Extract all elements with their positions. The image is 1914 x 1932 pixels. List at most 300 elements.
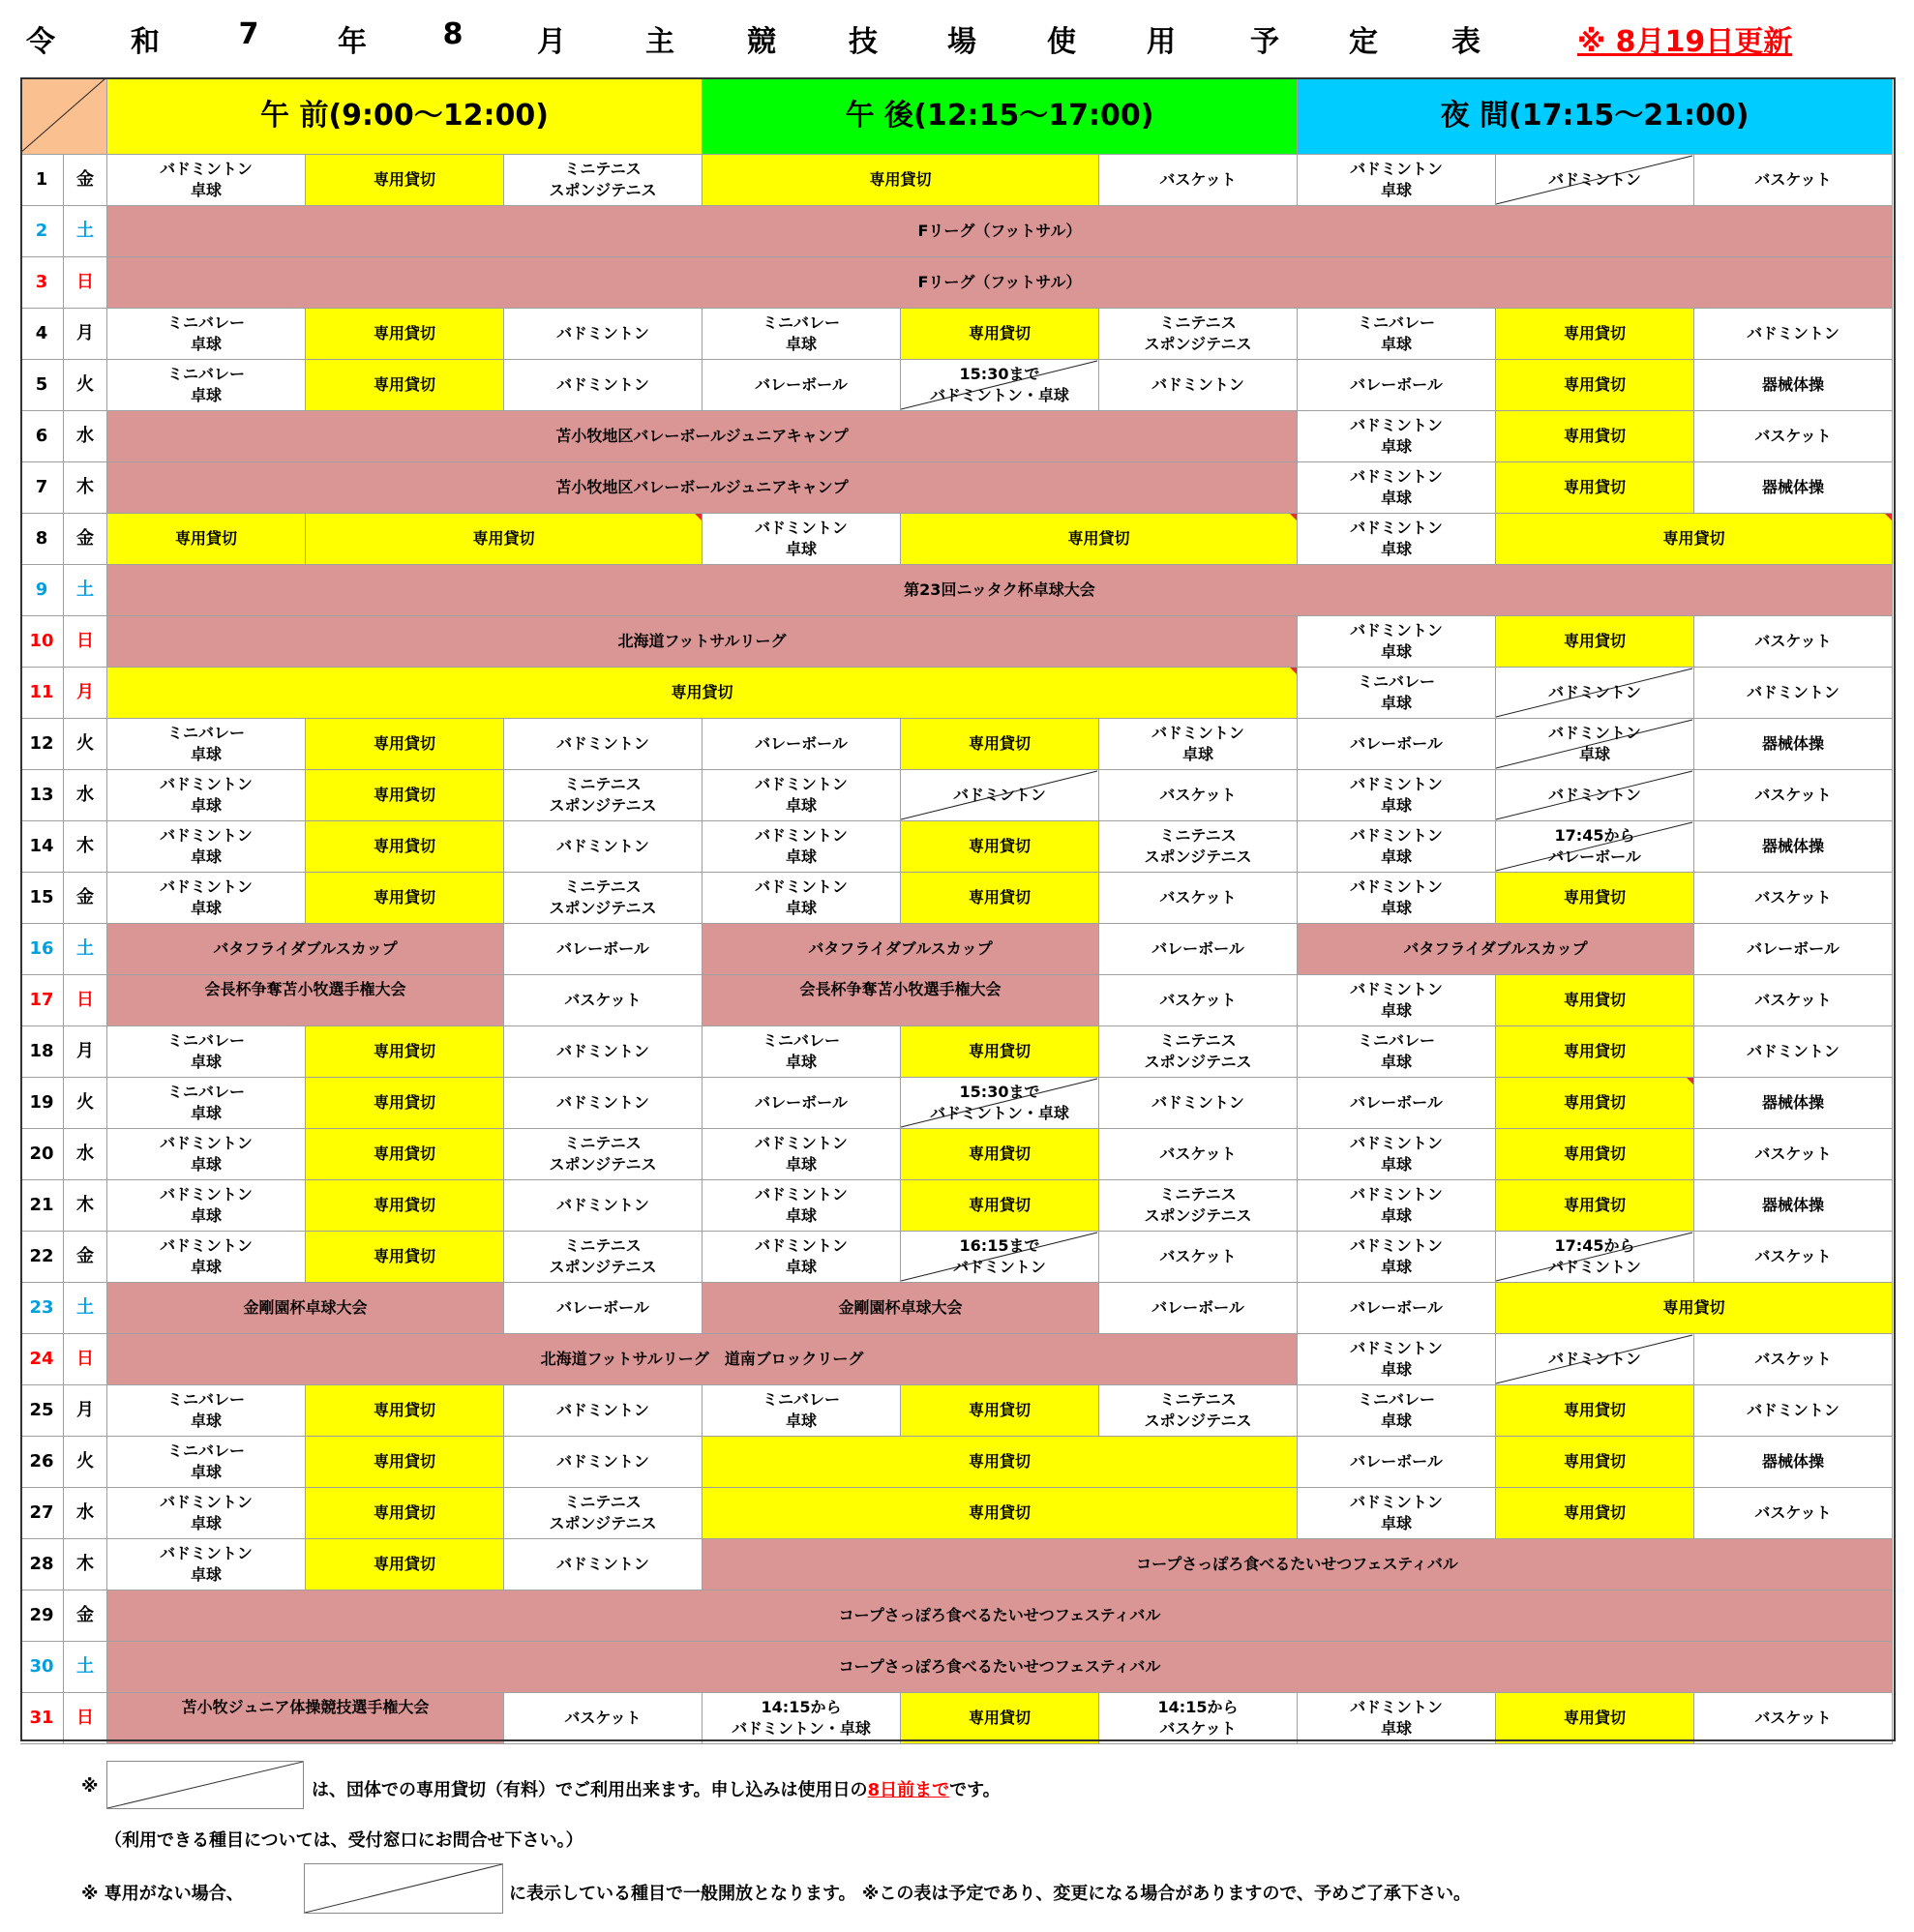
activity-cell bbox=[1099, 821, 1298, 873]
activity-cell bbox=[107, 1180, 306, 1232]
cell-text: 専用貸切 bbox=[373, 1452, 435, 1471]
cell-text: 専用貸切 bbox=[1563, 1452, 1626, 1471]
activity-cell bbox=[703, 719, 901, 770]
cell-text: 卓球 bbox=[190, 1412, 222, 1430]
cell-text: バドミントン bbox=[556, 734, 649, 753]
day-number bbox=[20, 770, 64, 821]
cell-text: スポンジテニス bbox=[1144, 1412, 1252, 1430]
weekday-text: 金 bbox=[76, 1246, 94, 1266]
weekday bbox=[64, 1180, 107, 1232]
cell-text: 卓球 bbox=[1380, 540, 1412, 558]
activity-cell bbox=[1496, 1232, 1694, 1283]
cell-text: 16:15まで bbox=[959, 1236, 1040, 1255]
day-number-text: 2 bbox=[35, 221, 48, 241]
cell-text: バスケット bbox=[1754, 1144, 1832, 1163]
activity-cell bbox=[1298, 1488, 1496, 1539]
day-number-text: 12 bbox=[29, 733, 54, 754]
title-char: 令 bbox=[26, 25, 55, 59]
day-number-text: 22 bbox=[29, 1246, 54, 1266]
reserved-cell bbox=[1496, 1129, 1694, 1180]
cell-text: バドミントン bbox=[1747, 683, 1839, 701]
cell-text: 14:15から bbox=[761, 1698, 842, 1716]
activity-cell bbox=[1099, 873, 1298, 924]
cell-text: 卓球 bbox=[785, 1155, 817, 1174]
cell-text: 卓球 bbox=[1380, 1258, 1412, 1276]
comment-marker-icon bbox=[1290, 514, 1297, 520]
cell-text: バスケット bbox=[564, 1709, 642, 1727]
cell-text: 卓球 bbox=[1380, 694, 1412, 712]
weekday-text: 金 bbox=[76, 528, 94, 549]
cell-text: バスケット bbox=[1159, 888, 1237, 907]
activity-cell bbox=[107, 155, 306, 206]
cell-text: 卓球 bbox=[1380, 1360, 1412, 1379]
activity-cell bbox=[1694, 1437, 1893, 1488]
day-number bbox=[20, 206, 64, 257]
activity-cell bbox=[504, 360, 703, 411]
activity-cell bbox=[1298, 360, 1496, 411]
reserved-cell bbox=[306, 1129, 504, 1180]
activity-cell bbox=[504, 309, 703, 360]
cell-text: バスケット bbox=[1754, 427, 1832, 445]
activity-cell bbox=[107, 1385, 306, 1437]
cell-text: 専用貸切 bbox=[968, 1401, 1031, 1419]
day-number bbox=[20, 924, 64, 975]
cell-text: ミニバレー bbox=[1357, 672, 1435, 691]
cell-text: バスケット bbox=[1754, 786, 1832, 804]
weekday-text: 日 bbox=[76, 272, 94, 292]
weekday bbox=[64, 719, 107, 770]
weekday bbox=[64, 309, 107, 360]
activity-cell bbox=[107, 770, 306, 821]
weekday-text: 火 bbox=[76, 733, 94, 754]
activity-cell bbox=[1298, 309, 1496, 360]
note-line-3-end: に表示している種目で一般開放となります。 ※この表は予定であり、変更になる場合がありますので、予めご了承下さい。 bbox=[509, 1884, 1471, 1904]
activity-cell bbox=[901, 360, 1099, 411]
cell-text: バレーボール bbox=[1350, 1298, 1443, 1317]
cell-text: バドミントン bbox=[556, 1196, 649, 1214]
cell-text: スポンジテニス bbox=[549, 796, 657, 815]
cell-text: 卓球 bbox=[190, 335, 222, 353]
cell-text: 専用貸切 bbox=[373, 1042, 435, 1060]
cell-text: バドミントン bbox=[1151, 375, 1244, 394]
title-char: 8 bbox=[442, 17, 464, 51]
weekday-text: 土 bbox=[76, 221, 94, 241]
header-label: 午 前(9:00～12:00) bbox=[260, 98, 549, 133]
day-number bbox=[20, 821, 64, 873]
cell-text: バドミントン bbox=[755, 1134, 848, 1152]
weekday bbox=[64, 821, 107, 873]
activity-cell bbox=[1298, 668, 1496, 719]
reserved-cell bbox=[1496, 1078, 1694, 1129]
cell-text: 北海道フットサルリーグ bbox=[617, 632, 787, 650]
reserved-cell bbox=[306, 719, 504, 770]
cell-text: 卓球 bbox=[785, 1206, 817, 1225]
activity-cell bbox=[1694, 1129, 1893, 1180]
reserved-cell bbox=[306, 1232, 504, 1283]
day-number bbox=[20, 616, 64, 668]
activity-cell bbox=[1099, 155, 1298, 206]
legend-plain-box bbox=[304, 1863, 503, 1914]
day-number-text: 6 bbox=[35, 426, 48, 446]
cell-text: 金剛園杯卓球大会 bbox=[243, 1298, 368, 1317]
comment-marker-icon bbox=[695, 514, 702, 520]
weekday-text: 金 bbox=[76, 1605, 94, 1625]
weekday bbox=[64, 565, 107, 616]
event-cell bbox=[107, 411, 1298, 462]
cell-text: ミニバレー bbox=[166, 724, 245, 742]
cell-text: バスケット bbox=[1159, 991, 1237, 1009]
title-char: 7 bbox=[238, 17, 259, 51]
cell-text: 専用貸切 bbox=[174, 529, 237, 548]
activity-cell bbox=[1298, 1180, 1496, 1232]
activity-cell bbox=[1298, 411, 1496, 462]
weekday bbox=[64, 1385, 107, 1437]
cell-text: バドミントン bbox=[160, 826, 253, 845]
cell-text: 卓球 bbox=[190, 1206, 222, 1225]
day-number-text: 18 bbox=[29, 1041, 54, 1061]
activity-cell bbox=[1298, 1283, 1496, 1334]
cell-text: バレーボール bbox=[755, 375, 848, 394]
reserved-cell bbox=[901, 719, 1099, 770]
weekday-text: 月 bbox=[76, 1041, 94, 1061]
cell-text: バドミントン bbox=[1350, 1493, 1443, 1511]
day-number-text: 15 bbox=[29, 887, 54, 907]
weekday bbox=[64, 873, 107, 924]
weekday-text: 水 bbox=[76, 426, 94, 446]
cell-text: スポンジテニス bbox=[549, 1514, 657, 1532]
cell-text: ミニバレー bbox=[166, 365, 245, 383]
reserved-cell bbox=[1496, 462, 1694, 514]
reserved-cell bbox=[1496, 1180, 1694, 1232]
cell-text: ミニテニス bbox=[1159, 313, 1237, 332]
reserved-cell bbox=[306, 1539, 504, 1590]
cell-text: バレーボール bbox=[1151, 1298, 1244, 1317]
cell-text: 専用貸切 bbox=[968, 1709, 1031, 1727]
cell-text: 専用貸切 bbox=[1662, 529, 1725, 548]
cell-text: Fリーグ（フットサル） bbox=[917, 273, 1082, 291]
activity-cell bbox=[1099, 975, 1298, 1026]
activity-cell bbox=[1298, 155, 1496, 206]
weekday bbox=[64, 462, 107, 514]
cell-text: バドミントン bbox=[556, 1452, 649, 1471]
cell-text: 卓球 bbox=[1380, 1001, 1412, 1020]
cell-text: 卓球 bbox=[190, 1155, 222, 1174]
reserved-cell bbox=[306, 155, 504, 206]
day-number bbox=[20, 309, 64, 360]
header-label: 午 後(12:15～17:00) bbox=[845, 98, 1154, 133]
day-number bbox=[20, 719, 64, 770]
day-number-text: 20 bbox=[29, 1144, 54, 1164]
cell-text: バタフライダブルスカップ bbox=[808, 939, 993, 958]
cell-text: バドミントン bbox=[160, 775, 253, 793]
cell-text: 苫小牧地区バレーボールジュニアキャンプ bbox=[555, 427, 849, 445]
day-number bbox=[20, 411, 64, 462]
day-number bbox=[20, 668, 64, 719]
activity-cell bbox=[703, 1232, 901, 1283]
weekday-text: 木 bbox=[76, 1554, 94, 1574]
activity-cell bbox=[1694, 1693, 1893, 1744]
cell-text: バドミントン bbox=[1350, 980, 1443, 998]
day-number-text: 10 bbox=[29, 631, 54, 651]
cell-text: 専用貸切 bbox=[373, 1503, 435, 1522]
header-period bbox=[703, 77, 1298, 155]
weekday-text: 水 bbox=[76, 1502, 94, 1523]
activity-cell bbox=[107, 1539, 306, 1590]
cell-text: バドミントン bbox=[556, 1401, 649, 1419]
cell-text: ミニテニス bbox=[564, 160, 642, 178]
activity-cell bbox=[1298, 770, 1496, 821]
reserved-cell bbox=[901, 1385, 1099, 1437]
activity-cell bbox=[1694, 1334, 1893, 1385]
cell-text: ミニバレー bbox=[762, 1031, 840, 1050]
activity-cell bbox=[1298, 1385, 1496, 1437]
activity-cell bbox=[1099, 1180, 1298, 1232]
cell-text: バドミントン bbox=[160, 1236, 253, 1255]
cell-text: コープさっぽろ食べるたいせつフェスティバル bbox=[838, 1606, 1161, 1624]
legend-plain-slash-icon bbox=[305, 1864, 502, 1913]
cell-text: バレーボール bbox=[556, 1298, 649, 1317]
day-number-text: 13 bbox=[29, 785, 54, 805]
activity-cell bbox=[504, 1693, 703, 1744]
weekday bbox=[64, 1078, 107, 1129]
cell-text: ミニテニス bbox=[564, 877, 642, 896]
cell-text: バスケット bbox=[564, 991, 642, 1009]
cell-text: バドミントン bbox=[1350, 1698, 1443, 1716]
corner-cell bbox=[20, 77, 107, 155]
activity-cell bbox=[1099, 309, 1298, 360]
weekday-text: 火 bbox=[76, 374, 94, 395]
cell-text: 専用貸切 bbox=[968, 837, 1031, 855]
day-number bbox=[20, 155, 64, 206]
cell-text: バレーボール bbox=[1151, 939, 1244, 958]
cell-text: バタフライダブルスカップ bbox=[1403, 939, 1588, 958]
day-number-text: 1 bbox=[35, 169, 48, 190]
reserved-cell bbox=[901, 514, 1298, 565]
title-char: 場 bbox=[947, 25, 976, 59]
cell-text: 専用貸切 bbox=[373, 786, 435, 804]
day-number-text: 17 bbox=[29, 990, 54, 1010]
day-number bbox=[20, 1180, 64, 1232]
cell-text: バスケット bbox=[1754, 170, 1832, 189]
activity-cell bbox=[504, 1180, 703, 1232]
weekday-text: 土 bbox=[76, 938, 94, 959]
cell-text: 卓球 bbox=[785, 335, 817, 353]
reserved-cell bbox=[703, 155, 1099, 206]
activity-cell bbox=[1694, 924, 1893, 975]
cell-text: バタフライダブルスカップ bbox=[213, 939, 398, 958]
day-number-text: 29 bbox=[29, 1605, 54, 1625]
cell-text: バドミントン bbox=[755, 826, 848, 845]
cell-text: 器械体操 bbox=[1761, 1093, 1824, 1112]
day-number-text: 16 bbox=[29, 938, 54, 959]
reserved-cell bbox=[1496, 1693, 1694, 1744]
activity-cell bbox=[1298, 821, 1496, 873]
day-number bbox=[20, 1437, 64, 1488]
cell-text: 専用貸切 bbox=[968, 888, 1031, 907]
activity-cell bbox=[901, 770, 1099, 821]
activity-cell bbox=[1298, 1129, 1496, 1180]
cell-text: バドミントン bbox=[1350, 519, 1443, 537]
activity-cell bbox=[703, 1129, 901, 1180]
weekday bbox=[64, 668, 107, 719]
cell-text: バドミントン bbox=[755, 1185, 848, 1204]
title-char: 定 bbox=[1349, 25, 1378, 59]
reserved-cell bbox=[1496, 514, 1893, 565]
cell-text: 専用貸切 bbox=[1563, 888, 1626, 907]
cell-text: 卓球 bbox=[1380, 1719, 1412, 1738]
cell-text: バドミントン bbox=[953, 1258, 1046, 1276]
weekday bbox=[64, 1334, 107, 1385]
activity-cell bbox=[1099, 1232, 1298, 1283]
cell-text: バドミントン bbox=[755, 519, 848, 537]
cell-text: 専用貸切 bbox=[1067, 529, 1130, 548]
title-char: 予 bbox=[1250, 25, 1279, 59]
cell-text: バレーボール bbox=[1350, 1093, 1443, 1112]
activity-cell bbox=[1496, 668, 1694, 719]
activity-cell bbox=[107, 1437, 306, 1488]
cell-text: 専用貸切 bbox=[1563, 1093, 1626, 1112]
cell-text: 卓球 bbox=[1380, 437, 1412, 456]
cell-text: バレーボール bbox=[755, 1093, 848, 1112]
cell-text: 専用貸切 bbox=[671, 683, 733, 701]
weekday bbox=[64, 1283, 107, 1334]
activity-cell bbox=[504, 155, 703, 206]
cell-text: バドミントン bbox=[1350, 467, 1443, 486]
note-line-1-end: です。 bbox=[949, 1780, 1001, 1800]
cell-text: バドミントン bbox=[953, 786, 1046, 804]
cell-text: ミニバレー bbox=[166, 313, 245, 332]
cell-text: 専用貸切 bbox=[1563, 1196, 1626, 1214]
cell-text: 専用貸切 bbox=[1563, 632, 1626, 650]
cell-text: 15:30まで bbox=[959, 365, 1040, 383]
cell-text: 器械体操 bbox=[1761, 375, 1824, 394]
cell-text: 器械体操 bbox=[1761, 734, 1824, 753]
day-number-text: 26 bbox=[29, 1451, 54, 1471]
cell-text: 卓球 bbox=[1380, 1412, 1412, 1430]
cell-text: ミニバレー bbox=[166, 1390, 245, 1409]
cell-text: 専用貸切 bbox=[373, 1401, 435, 1419]
title-char: 表 bbox=[1451, 25, 1480, 59]
cell-text: バドミントン・卓球 bbox=[732, 1719, 871, 1738]
cell-text: ミニテニス bbox=[1159, 1185, 1237, 1204]
reserved-cell bbox=[901, 309, 1099, 360]
note-line-3-start: ※ 専用がない場合、 bbox=[81, 1884, 244, 1904]
weekday-text: 月 bbox=[76, 1400, 94, 1420]
day-number bbox=[20, 257, 64, 309]
cell-text: バレーボール bbox=[1350, 734, 1443, 753]
weekday-text: 金 bbox=[76, 169, 94, 190]
cell-text: スポンジテニス bbox=[549, 181, 657, 199]
activity-cell bbox=[1298, 1693, 1496, 1744]
reserved-cell bbox=[1496, 360, 1694, 411]
activity-cell bbox=[1694, 821, 1893, 873]
cell-text: 専用貸切 bbox=[1563, 1709, 1626, 1727]
cell-text: ミニバレー bbox=[166, 1031, 245, 1050]
weekday bbox=[64, 257, 107, 309]
reserved-cell bbox=[901, 1129, 1099, 1180]
activity-cell bbox=[1496, 719, 1694, 770]
activity-cell bbox=[1694, 1385, 1893, 1437]
reserved-cell bbox=[1496, 1026, 1694, 1078]
activity-cell bbox=[1694, 155, 1893, 206]
cell-text: バドミントン bbox=[1350, 826, 1443, 845]
weekday-text: 日 bbox=[76, 631, 94, 651]
activity-cell bbox=[1694, 873, 1893, 924]
activity-cell bbox=[1099, 360, 1298, 411]
day-number bbox=[20, 1334, 64, 1385]
cell-text: バドミントン bbox=[556, 1555, 649, 1573]
cell-text: ミニバレー bbox=[762, 313, 840, 332]
activity-cell bbox=[1694, 411, 1893, 462]
activity-cell bbox=[1694, 616, 1893, 668]
cell-text: 専用貸切 bbox=[968, 1503, 1031, 1522]
cell-text: バドミントン bbox=[1151, 724, 1244, 742]
cell-text: 卓球 bbox=[785, 847, 817, 866]
reserved-cell bbox=[1496, 616, 1694, 668]
activity-cell bbox=[1694, 975, 1893, 1026]
activity-cell bbox=[1694, 1488, 1893, 1539]
cell-text: 専用貸切 bbox=[373, 1196, 435, 1214]
reserved-cell bbox=[1496, 1385, 1694, 1437]
cell-text: 卓球 bbox=[1380, 1206, 1412, 1225]
weekday bbox=[64, 1539, 107, 1590]
day-number-text: 23 bbox=[29, 1297, 54, 1318]
activity-cell bbox=[1496, 770, 1694, 821]
reserved-cell bbox=[306, 821, 504, 873]
cell-text: バスケット bbox=[1159, 170, 1237, 189]
comment-marker-icon bbox=[1885, 514, 1892, 520]
cell-text: 卓球 bbox=[190, 745, 222, 763]
cell-text: 会長杯争奪苫小牧選手権大会 bbox=[204, 980, 406, 998]
event-cell bbox=[107, 1693, 504, 1744]
cell-text: バドミントン bbox=[1350, 621, 1443, 639]
day-number bbox=[20, 1590, 64, 1642]
activity-cell bbox=[107, 1129, 306, 1180]
activity-cell bbox=[1298, 975, 1496, 1026]
weekday bbox=[64, 155, 107, 206]
day-number bbox=[20, 1539, 64, 1590]
activity-cell bbox=[1496, 155, 1694, 206]
activity-cell bbox=[703, 873, 901, 924]
reserved-cell bbox=[901, 1026, 1099, 1078]
day-number bbox=[20, 1078, 64, 1129]
activity-cell bbox=[504, 1385, 703, 1437]
cell-text: バドミントン bbox=[160, 1493, 253, 1511]
header-period bbox=[107, 77, 703, 155]
activity-cell bbox=[1496, 821, 1694, 873]
day-number bbox=[20, 873, 64, 924]
day-number-text: 11 bbox=[29, 682, 54, 702]
activity-cell bbox=[107, 719, 306, 770]
cell-text: バドミントン bbox=[1350, 1134, 1443, 1152]
cell-text: 専用貸切 bbox=[968, 1196, 1031, 1214]
reserved-cell bbox=[901, 821, 1099, 873]
cell-text: スポンジテニス bbox=[549, 1258, 657, 1276]
activity-cell bbox=[703, 1078, 901, 1129]
cell-text: 専用貸切 bbox=[1563, 1144, 1626, 1163]
weekday-text: 日 bbox=[76, 1349, 94, 1369]
cell-text: バスケット bbox=[1754, 632, 1832, 650]
reserved-cell bbox=[1496, 975, 1694, 1026]
comment-marker-icon bbox=[1687, 1078, 1693, 1085]
cell-text: バドミントン bbox=[160, 1185, 253, 1204]
cell-text: 第23回ニッタク杯卓球大会 bbox=[904, 580, 1095, 599]
cell-text: 卓球 bbox=[785, 899, 817, 917]
cell-text: バドミントン・卓球 bbox=[930, 386, 1069, 404]
cell-text: バレーボール bbox=[1548, 847, 1641, 866]
cell-text: 卓球 bbox=[785, 796, 817, 815]
activity-cell bbox=[1099, 1693, 1298, 1744]
